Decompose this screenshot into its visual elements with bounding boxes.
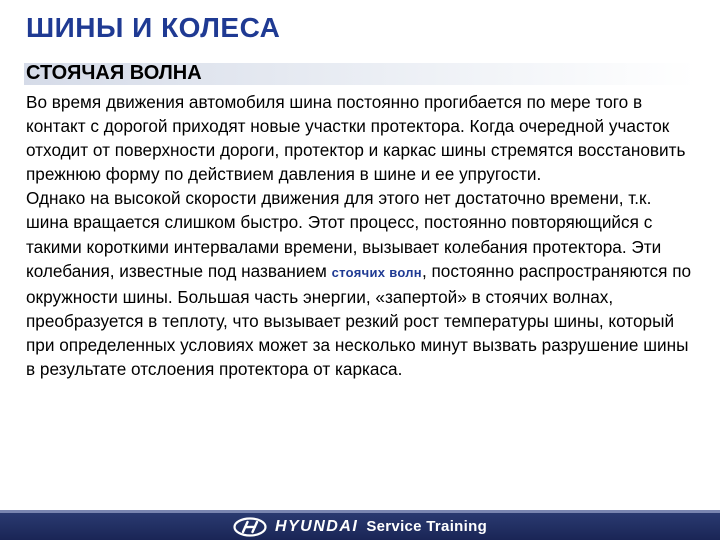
paragraph-2 <box>26 186 696 381</box>
body-text <box>26 90 696 381</box>
paragraph-2-start: Однако на высокой скорости движения для этого нет достаточно времени, т.к. шина вращается слишком быстро. Этот процесс, постоянно повторяющийся с такими короткими интервалами времени, вызывает колебания протектора. Эти колебания, известные под названием <box>26 188 662 281</box>
slide-title: ШИНЫ И КОЛЕСА <box>26 12 281 43</box>
paragraph-1: Во время движения автомобиля шина постоянно прогибается по мере того в контакт с дорогой приходят новые участки протектора. Когда очередной участок отходит от поверхности дороги, протектор и каркас шины стремятся восстановить прежнюю форму по действием давления в шине и ее упругости. <box>26 92 686 185</box>
footer-branding <box>233 517 487 537</box>
paragraph-2-end: , постоянно распространяются по окружности шины. Большая часть энергии, «запертой» в стоячих волнах, преобразуется в теплоту, что вызывает резкий рост температуры шины, который при определенных условиях может за несколько минут вызвать разрушение шины в результате отслоения протектора от каркаса. <box>26 260 692 380</box>
footer-service-label: Service Training <box>366 518 488 535</box>
hyundai-logo-icon <box>233 517 267 537</box>
footer-bar <box>0 510 720 540</box>
slide-subtitle: СТОЯЧАЯ ВОЛНА <box>26 62 202 84</box>
term-standing-waves: стоячих волн <box>331 264 422 280</box>
footer-brand: HYUNDAI <box>274 517 359 535</box>
